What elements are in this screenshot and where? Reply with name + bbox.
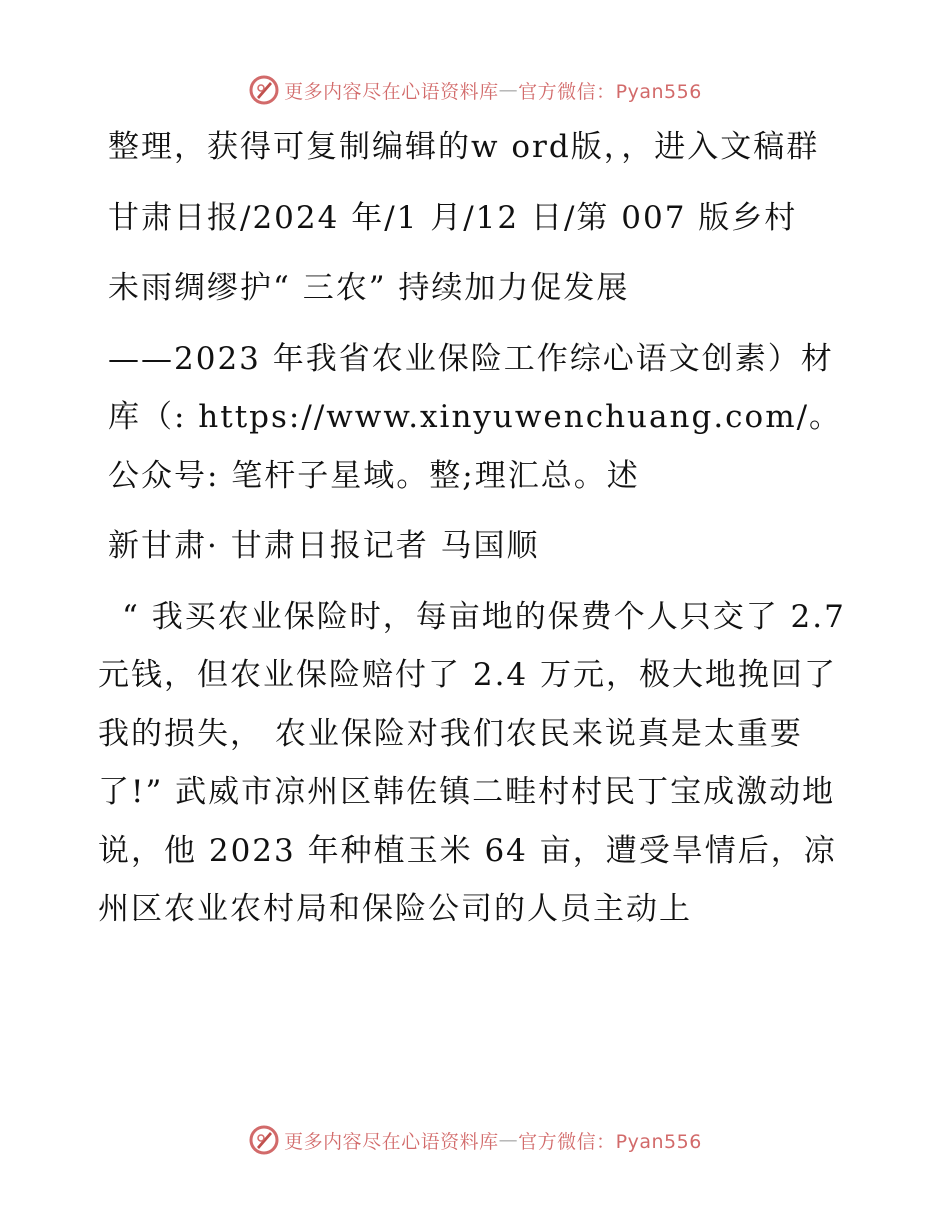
document-body — [98, 118, 858, 939]
footer-watermark — [0, 1120, 950, 1160]
watermark-brand-text: 更多内容尽在心语资料库 — [284, 80, 499, 103]
paragraph-body: “ 我买农业保险时，每亩地的保费个人只交了 2.7 元钱，但农业保险赔付了 2.4 万元，极大地挽回了我的损失， 农业保险对我们农民来说真是太重要了!” 武威市凉州区韩佐镇二畦村村民丁宝成激动地说，他 2023 年种植玉米 64 亩，遭受旱情后，凉州区农业农村局和保险公司的人员主动上 — [98, 598, 846, 927]
watermark-dash: — — [498, 1129, 519, 1151]
quill-seal-icon — [248, 74, 280, 106]
article-title: 未雨绸缪护“ 三农” 持续加力促发展 — [108, 270, 630, 306]
watermark-dash: — — [498, 79, 519, 101]
article-subtitle: ——2023 年我省农业保险工作综心语文创素）材库（: https://www.xinyuwenchuang.com/。公众号: 笔杆子星域。整;理汇总。述 — [108, 340, 843, 494]
watermark-wechat-text: 官方微信：Pyan556 — [518, 1130, 702, 1153]
paragraph-source-line: 甘肃日报/2024 年/1 月/12 日/第 007 版乡村 — [108, 199, 798, 236]
header-watermark — [0, 70, 950, 110]
quill-seal-icon — [248, 1124, 280, 1156]
paragraph-intro: 整理，获得可复制编辑的w ord版，，进入文稿群 — [108, 129, 820, 165]
watermark-brand-text: 更多内容尽在心语资料库 — [284, 1130, 499, 1153]
article-byline: 新甘肃· 甘肃日报记者 马国顺 — [108, 528, 540, 564]
watermark-wechat-text: 官方微信：Pyan556 — [518, 80, 702, 103]
